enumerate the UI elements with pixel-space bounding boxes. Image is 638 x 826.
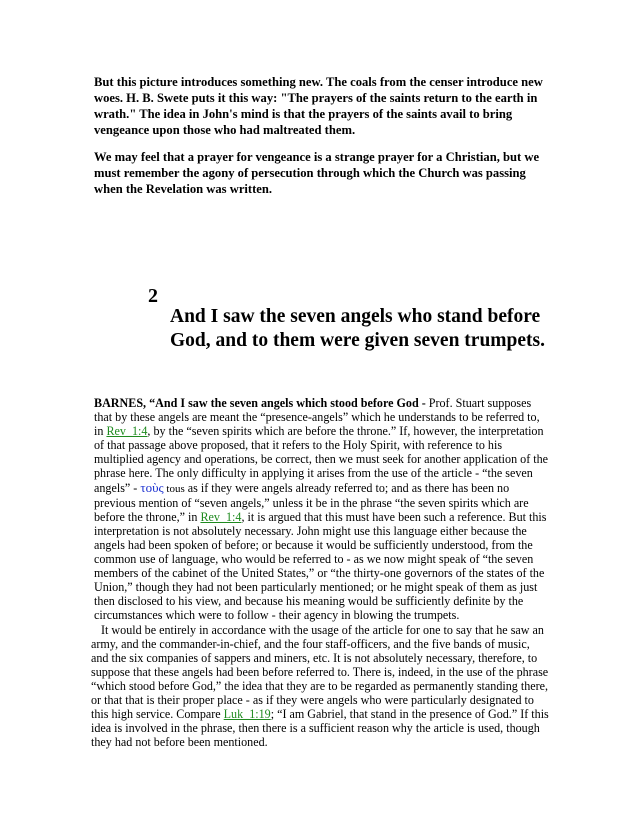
commentary	[91, 396, 549, 750]
scripture-link-rev-1-4[interactable]: Rev_1:4	[200, 509, 242, 524]
commentary-lead: BARNES, “And I saw the seven angels which stood before God -	[94, 396, 426, 410]
scripture-link-luk-1-19[interactable]: Luk_1:19	[223, 707, 271, 722]
scripture-link-rev-1-4[interactable]: Rev_1:4	[106, 424, 148, 439]
commentary-text: , it is argued that this must have been such a reference. But this interpretation is not absolutely necessary. John might use this language either because the angels had been spoken of before; or because it would be sufficiently understood, from the common use of language, who would be referred to - as we now might speak of “the seven members of the cabinet of the United States,” or “the thirty-one governors of the states of the Union,” though they had not been particularly mentioned; or he might speak of them as just then disclosed to his view, and because his meaning would be sufficiently definite by the circumstances which were to follow - their agency in blowing the trumpets.	[94, 509, 547, 623]
commentary-text: as if they were angels already referred to; and as there has been no previous mention of “seven angels,” unless it be in the phrase “the seven spirits which are before the throne,” in	[94, 480, 529, 524]
commentary-paragraph-1	[94, 396, 549, 623]
commentary-text: , by the “seven spirits which are before the throne.” If, however, the interpretation of that passage above proposed, that it refers to the Holy Spirit, with reference to his multiplied agency and operations, be correct, then we must seek for another application of the phrase here. The only difficulty in applying it arises from the use of the article - “the seven angels” -	[94, 424, 549, 495]
commentary-text: Prof. Stuart supposes that by these angels are meant the “presence-angels” which he understands to be referred to, in	[94, 396, 540, 439]
transliteration: tous	[163, 482, 185, 495]
intro-paragraph-2: We may feel that a prayer for vengeance is a strange prayer for a Christian, but we must remember the agony of persecution through which the Church was passing when the Revelation was written.	[94, 150, 540, 196]
commentary-text: It would be entirely in accordance with the usage of the article for one to say that he saw an army, and the commander-in-chief, and the four staff-officers, and the five bands of music, and the six companies of sappers and miners, etc. It is not absolutely necessary, therefore, to suppose that these angels had been before referred to. There is, indeed, in the use of the phrase “which stood before God,” the idea that they are to be regarded as permanently standing there, or that that is their proper place - as if they were angels who were particularly designated to this high service. Compare	[91, 622, 549, 722]
verse-text: And I saw the seven angels who stand before God, and to them were given seven trumpets.	[170, 306, 545, 351]
intro-paragraph-1: But this picture introduces something new. The coals from the censer introduce new woes. H. B. Swete puts it this way: "The prayers of the saints return to the earth in wrath." The idea in John's mind is that the prayers of the saints avail to bring vengeance upon those who had maltreated them.	[94, 75, 543, 137]
verse-number: 2	[148, 285, 158, 307]
commentary-paragraph-2	[91, 623, 549, 750]
greek-word: τοὺς	[140, 479, 164, 495]
commentary-text: ; “I am Gabriel, that stand in the presence of God.” If this idea is involved in the phrase, then there is a sufficient reason why the article is used, though they had not before been mentioned.	[91, 707, 549, 750]
